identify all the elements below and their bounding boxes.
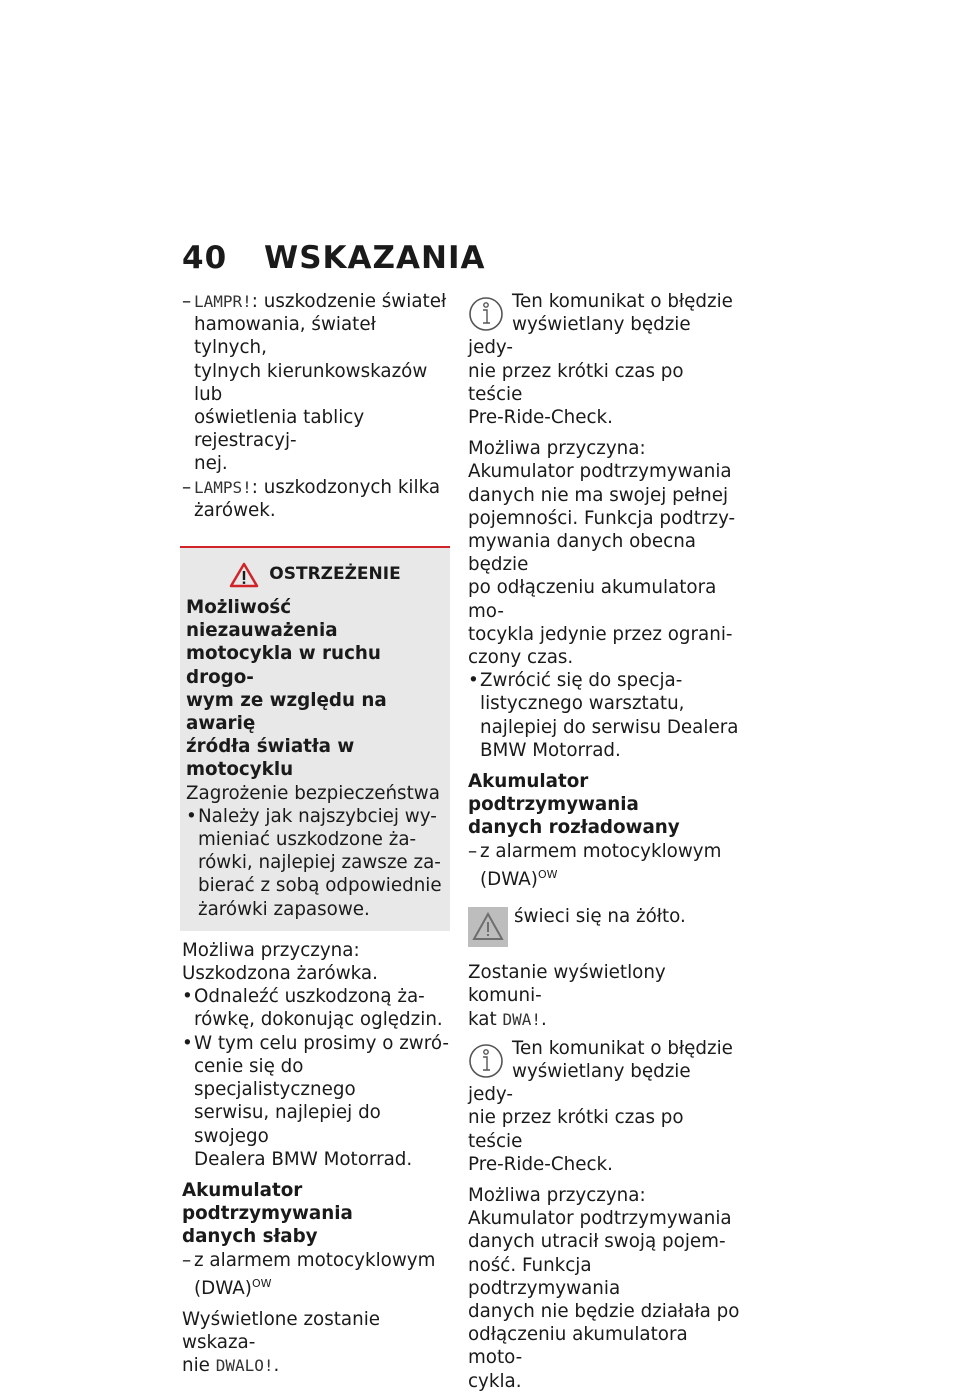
list-item: • W tym celu prosimy o zwró- cenie się do specjalistycznego serwisu, najlepiej do swojego Dealera BMW Motorrad.: [182, 1032, 449, 1170]
info-note: Ten komunikat o błędzie wyświetlany będzie jedy- nie przez krótki czas po teście Pre-Ride-Check.: [468, 1037, 733, 1175]
error-code-dwa: DWA!: [502, 1009, 541, 1029]
list-item-lampr: – LAMPR!: uszkodzenie świateł hamowania, świateł tylnych, tylnych kierunkowskazów lub oświetlenia tablicy rejestracyj- nej.: [182, 291, 447, 475]
warning-title: Możliwość niezauważenia motocykla w ruchu drogo- wym ze względu na awarię źródła światła w motocyklu: [186, 597, 387, 781]
section-heading-dwa-discharged: Akumulator podtrzymywania danych rozładowany: [468, 771, 680, 839]
lamp-indicator: świeci się na żółto.: [468, 905, 740, 953]
page-title: WSKAZANIA: [264, 240, 486, 276]
cause-label: Możliwa przyczyna:: [468, 1185, 646, 1206]
general-warning-lamp-icon: [468, 907, 508, 947]
list-item: • Zwrócić się do specja- listycznego warsztatu, najlepiej do serwisu Dealera BMW Motorrad.: [468, 670, 739, 761]
cause-text: Akumulator podtrzymywania danych utracił swoją pojem- ność. Funkcja podtrzymywania danych nie będzie działała po odłączeniu akumulatora moto- cykla.: [468, 1208, 740, 1392]
cause-label: Możliwa przyczyna:: [468, 438, 646, 460]
page-header: [182, 240, 485, 276]
display-message: Zostanie wyświetlony komuni- kat DWA!.: [468, 962, 666, 1030]
list-item: • Odnaleźć uszkodzoną ża- rówkę, dokonując oględzin.: [182, 986, 443, 1031]
alarm-condition: – z alarmem motocyklowym (DWA)$^{OW}$: [182, 1249, 436, 1299]
warning-label: OSTRZEŻENIE: [269, 564, 401, 585]
warning-triangle-icon: [229, 562, 259, 588]
page-number: 40: [182, 240, 228, 276]
error-code-lamps: LAMPS!: [194, 477, 252, 497]
display-message: Wyświetlone zostanie wskaza- nie DWALO!.: [182, 1309, 381, 1377]
cause-text: Uszkodzona żarówka.: [182, 963, 378, 985]
error-code-lampr: LAMPR!: [194, 292, 252, 311]
section-heading-dwa-weak: Akumulator podtrzymywania danych słaby: [182, 1179, 353, 1248]
cause-label: Możliwa przyczyna:: [182, 939, 360, 961]
cause-text: Akumulator podtrzymywania danych nie ma swojej pełnej pojemności. Funkcja podtrzy- mywania danych obecna będzie po odłączeniu akumulatora mo- tocykla jedynie przez ograni- czony czas.: [468, 461, 736, 669]
right-column: [468, 290, 740, 1393]
warning-box: [180, 546, 450, 931]
warning-bullet: • Należy jak najszybciej wy- mieniać uszkodzone ża- rówki, najlepiej zawsze za- bierać z sobą odpowiednie żarówki zapasowe.: [186, 805, 442, 920]
error-code-dwalo: DWALO!: [215, 1356, 274, 1376]
alarm-condition: – z alarmem motocyklowym (DWA)$^{OW}$: [468, 840, 722, 890]
info-note: Ten komunikat o błędzie wyświetlany będzie jedy- nie przez krótki czas po teście Pre-Ride-Check.: [468, 291, 733, 429]
list-item-lamps: – LAMPS!: uszkodzonych kilka żarówek.: [182, 476, 441, 521]
warning-subtitle: Zagrożenie bezpieczeństwa: [186, 782, 440, 804]
info-icon: [468, 294, 504, 334]
left-column: [182, 290, 450, 1378]
info-icon: [468, 1041, 504, 1081]
